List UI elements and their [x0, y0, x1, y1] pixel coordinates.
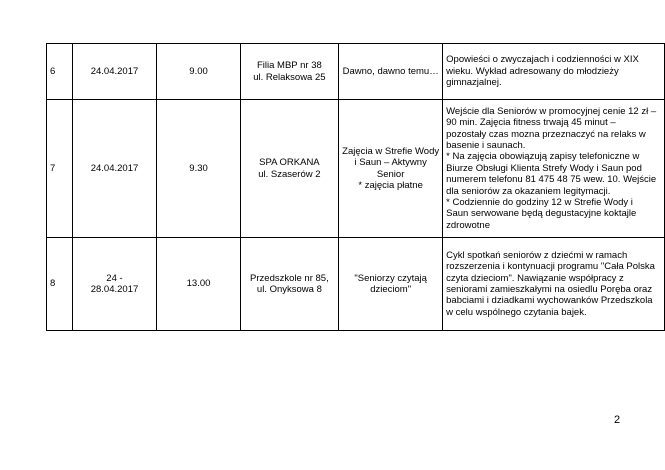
page-number: 2 [614, 414, 621, 426]
row-number: 8 [47, 238, 73, 331]
place-cell: SPA ORKANA ul. Szaserów 2 [240, 100, 339, 238]
time-cell: 9.30 [157, 100, 240, 238]
place-cell: Przedszkole nr 85, ul. Onyksowa 8 [240, 238, 339, 331]
table-row [47, 44, 665, 100]
title-cell: "Seniorzy czytają dzieciom" [339, 238, 443, 331]
description-cell: Opowieści o zwyczajach i codzienności w XIX wieku. Wykład adresowany do młodzieży gimnazjalnej. [443, 44, 665, 100]
description-cell: Cykl spotkań seniorów z dziećmi w ramach rozszerzenia i kontynuacji programu "Cała Polska czyta dzieciom". Nawiązanie współpracy z seniorami zamieszkałymi na osiedlu Poręba oraz babciami i dziadkami wychowanków Przedszkola w celu wspólnego czytania bajek. [443, 238, 665, 331]
row-number: 6 [47, 44, 73, 100]
place-cell: Filia MBP nr 38 ul. Relaksowa 25 [240, 44, 339, 100]
events-table [46, 43, 665, 331]
time-cell: 13.00 [157, 238, 240, 331]
row-number: 7 [47, 100, 73, 238]
date-cell: 24.04.2017 [72, 100, 157, 238]
title-cell: Dawno, dawno temu… [339, 44, 443, 100]
table-row [47, 238, 665, 331]
table-row [47, 100, 665, 238]
title-cell: Zajęcia w Strefie Wody i Saun – Aktywny Senior * zajęcia płatne [339, 100, 443, 238]
date-cell: 24 - 28.04.2017 [72, 238, 157, 331]
date-cell: 24.04.2017 [72, 44, 157, 100]
description-cell: Wejście dla Seniorów w promocyjnej cenie 12 zł – 90 min. Zajęcia fitness trwają 45 minut – pozostały czas mozna przeznaczyć na relaks w basenie i saunach. * Na zajęcia obowiązują zapisy telefoniczne w Biurze Obsługi Klienta Strefy Wody i Saun pod numerem telefonu 81 475 48 75 wew. 10. Wejście dla seniorów za okazaniem legitymacji. * Codziennie do godziny 12 w Strefie Wody i Saun serwowane będą degustacyjne koktajle zdrowotne [443, 100, 665, 238]
time-cell: 9.00 [157, 44, 240, 100]
